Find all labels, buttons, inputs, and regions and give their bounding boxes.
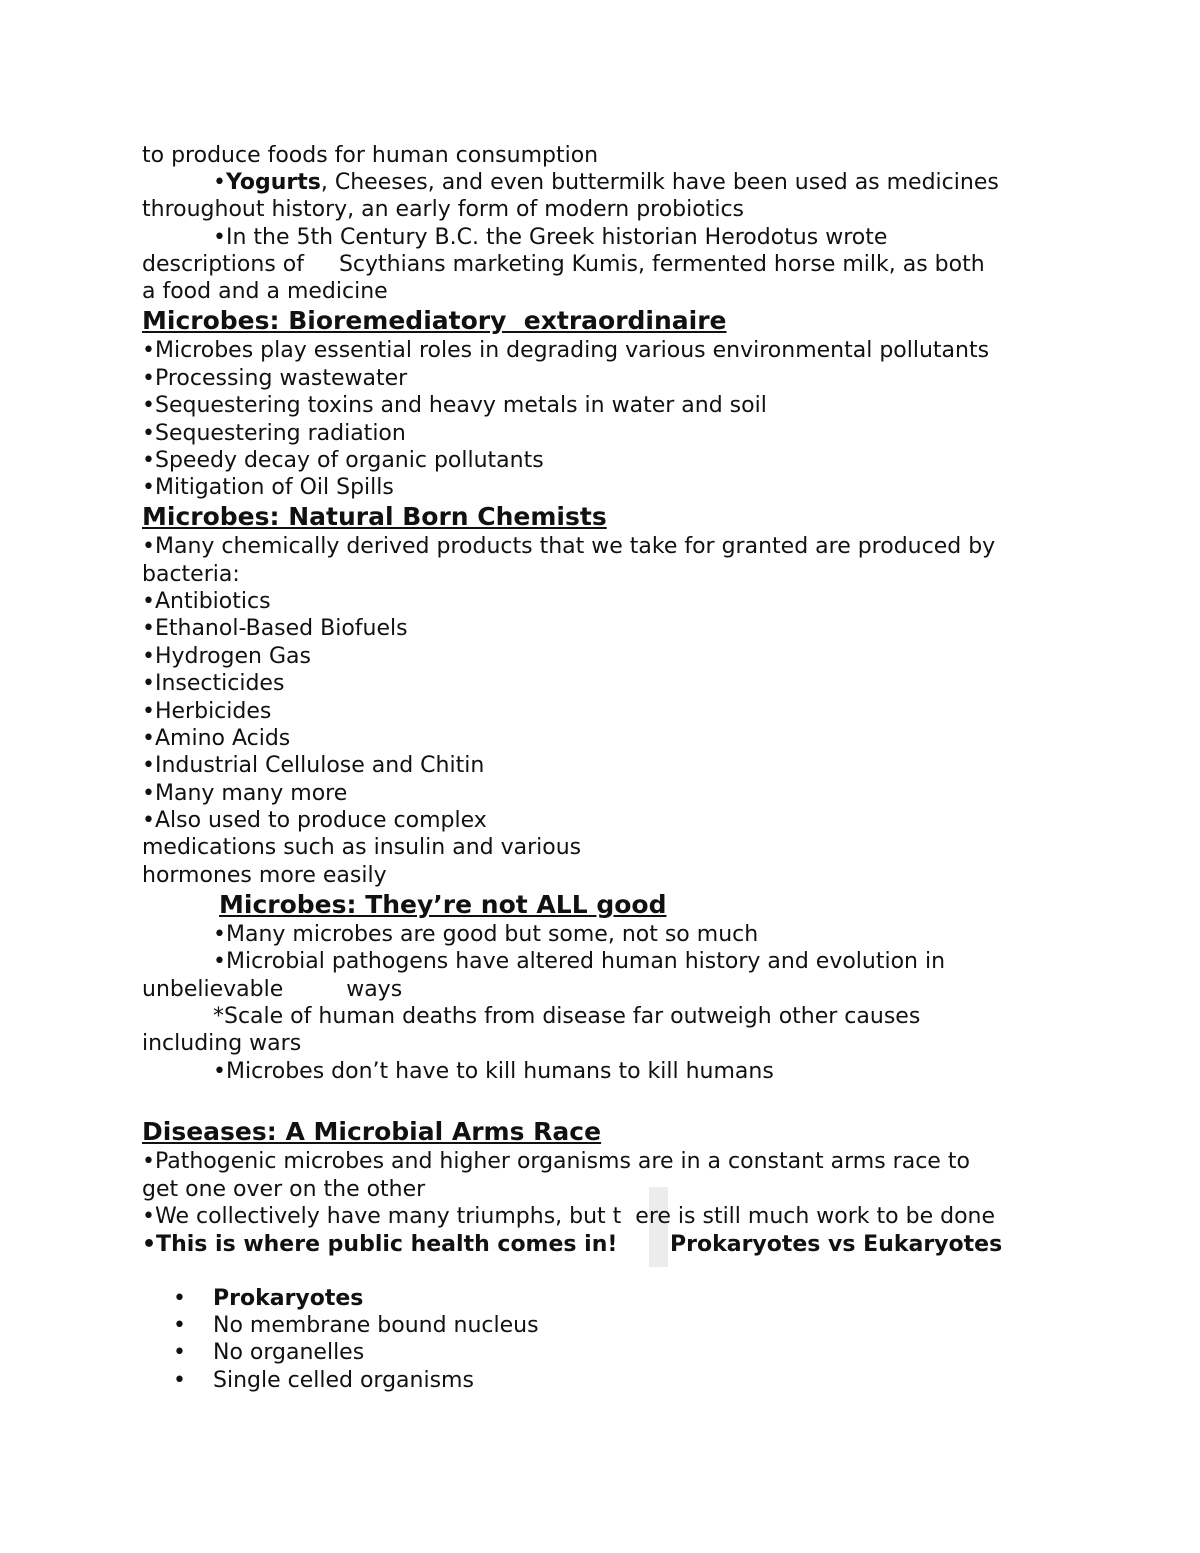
text-line: •Microbes don’t have to kill humans to kill humans (213, 1059, 774, 1084)
section-heading: Microbes: Natural Born Chemists (142, 502, 607, 531)
list-item: •Processing wastewater (142, 366, 408, 391)
list-item: •Insecticides (142, 671, 285, 696)
list-item: No membrane bound nucleus (213, 1313, 539, 1338)
bullet: • (173, 1340, 186, 1365)
text-line: •Many microbes are good but some, not so much (213, 922, 759, 947)
bold-line: Prokaryotes vs Eukaryotes (670, 1232, 1003, 1257)
bullet: • (213, 170, 226, 195)
yogurts-continuation: throughout history, an early form of modern probiotics (142, 197, 745, 222)
text-line: including wars (142, 1031, 302, 1056)
yogurts-bold: Yogurts (225, 170, 321, 195)
intro-line: to produce foods for human consumption (142, 143, 599, 168)
list-item: No organelles (213, 1340, 365, 1365)
bullet: • (173, 1368, 186, 1393)
list-item: •Many chemically derived products that we take for granted are produced by (142, 534, 996, 559)
text-line: •We collectively have many triumphs, but t ere is still much work to be done (142, 1204, 996, 1229)
text-line: •Microbial pathogens have altered human history and evolution in (213, 949, 946, 974)
list-item: •Amino Acids (142, 726, 291, 751)
list-item: •Mitigation of Oil Spills (142, 475, 394, 500)
section-heading: Microbes: They’re not ALL good (219, 890, 667, 919)
section-heading: Microbes: Bioremediatory extraordinaire (142, 306, 727, 335)
bold-line: •This is where public health comes in! (142, 1232, 618, 1257)
list-item: •Herbicides (142, 699, 272, 724)
list-item: medications such as insulin and various (142, 835, 582, 860)
bullet: • (173, 1313, 186, 1338)
yogurts-line (213, 169, 999, 196)
list-item: Single celled organisms (213, 1368, 474, 1393)
list-item: •Sequestering toxins and heavy metals in water and soil (142, 393, 767, 418)
text-line: unbelievable ways (142, 977, 403, 1002)
herodotus-line: •In the 5th Century B.C. the Greek historian Herodotus wrote (213, 225, 888, 250)
list-title: Prokaryotes (213, 1286, 364, 1311)
list-item: hormones more easily (142, 863, 387, 888)
list-item: •Microbes play essential roles in degrading various environmental pollutants (142, 338, 990, 363)
list-item: •Hydrogen Gas (142, 644, 311, 669)
text-line: *Scale of human deaths from disease far outweigh other causes (213, 1004, 921, 1029)
herodotus-line: descriptions of Scythians marketing Kumis, fermented horse milk, as both (142, 252, 985, 277)
text-line: •Pathogenic microbes and higher organisms are in a constant arms race to (142, 1149, 970, 1174)
list-item: bacteria: (142, 562, 240, 587)
text-line: get one over on the other (142, 1177, 426, 1202)
list-item: •Also used to produce complex (142, 808, 487, 833)
yogurts-rest: , Cheeses, and even buttermilk have been used as medicines (320, 170, 999, 195)
list-item: •Many many more (142, 781, 348, 806)
section-heading: Diseases: A Microbial Arms Race (142, 1117, 602, 1146)
list-item: •Industrial Cellulose and Chitin (142, 753, 485, 778)
list-item: •Sequestering radiation (142, 421, 406, 446)
herodotus-line: a food and a medicine (142, 279, 388, 304)
list-item: •Antibiotics (142, 589, 271, 614)
list-item: •Ethanol-Based Biofuels (142, 616, 408, 641)
list-item: •Speedy decay of organic pollutants (142, 448, 544, 473)
bullet: • (173, 1286, 186, 1311)
